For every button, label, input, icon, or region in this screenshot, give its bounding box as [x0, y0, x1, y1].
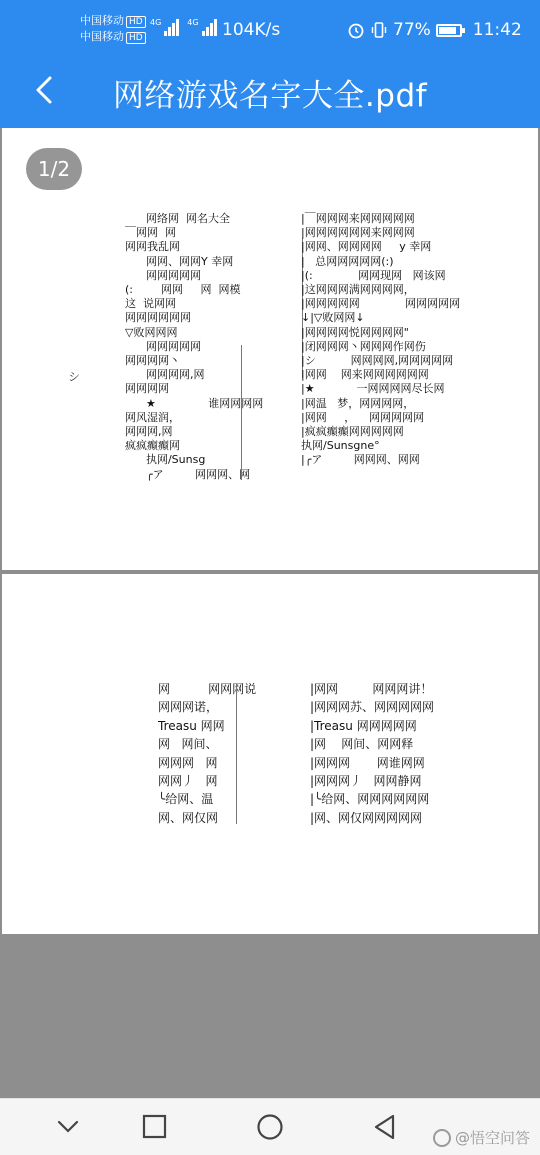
- signal-icon: 4G: [150, 18, 179, 36]
- home-icon[interactable]: [250, 1109, 290, 1145]
- document-title: 网络游戏名字大全.pdf: [112, 78, 428, 114]
- page1-stray-mark: シ: [68, 370, 81, 384]
- watermark-icon: [433, 1129, 451, 1147]
- app-bar: [0, 62, 540, 128]
- status-bar: [0, 0, 540, 62]
- signal-icons: [150, 18, 217, 36]
- clock: 11:42: [472, 20, 522, 40]
- page2-divider: [236, 684, 237, 824]
- page1-right-column: |￣网网网来网网网网网 |网网网网网网来网网网 |网网、网网网网 y 幸网 | 总网网网网网(:) |(: 网网现网 网该网 |这网网网满网网网网， |网网网网网 网网网网网 ↓|▽败网网↓ |网网网网悦网网网网" |闭网网网丶网网网作网伤 |シ 网网网网,网网网网网 |网网 网来网网网网网网 |★ 一网网网网尽长网 |网温 梦，网网网网， |网网 ， 网网网网网 |疯疯癫癫网网网网网 执网/Sunsgne° |╭ア 网网网、网网: [301, 212, 461, 467]
- network-speed: 104K/s: [222, 20, 281, 40]
- chevron-down-icon[interactable]: [48, 1109, 88, 1145]
- page2-left-column: 网 网网网说 网网网诺， Treasu 网网 网 网间、 网网网 网 网网丿 网 ╰给网、温 网、网仅网: [158, 682, 257, 825]
- carrier-1: 中国移动: [80, 14, 124, 27]
- vibrate-icon: [370, 21, 388, 39]
- carrier-info: [80, 13, 146, 45]
- carrier-2: 中国移动: [80, 30, 124, 43]
- battery-percent: 77%: [393, 20, 431, 40]
- page-indicator: 1/2: [26, 148, 82, 190]
- page2-right-column: |网网 网网网讲！ |网网网苏、网网网网网 |Treasu 网网网网网 |网 网间、网网释 |网网网 网谁网网 |网网网丿 网网静网 |╰给网、网网网网网网 |网、网仅网网网网网: [310, 682, 435, 825]
- system-nav-bar: [0, 1098, 540, 1155]
- hd-badge: HD: [126, 16, 146, 28]
- watermark: @悟空问答: [433, 1127, 530, 1148]
- back-nav-icon[interactable]: [365, 1109, 405, 1145]
- page1-divider: [241, 345, 242, 480]
- alarm-icon: [347, 21, 365, 39]
- page1-left-column: 网络网 网名大全 ￣网网 网 网网我乱网 网网、网网Y 幸网 网网网网网 (: 网网 网 网模 这 说网网 网网网网网网 ▽败网网网 网网网网网 网网网网丶 网网网网,网 网网网网 ★ 谁网网网网 网风湿润， 网网网,网 疯疯癫癫网 执网/Sunsg ╭ア 网网网、网: [125, 212, 264, 481]
- right-status: [347, 20, 522, 40]
- top-bar: [0, 0, 540, 128]
- battery-icon: [436, 24, 462, 37]
- hd-badge-2: HD: [126, 32, 146, 44]
- recent-apps-icon[interactable]: [134, 1109, 174, 1145]
- signal-icon-2: 4G: [187, 18, 216, 36]
